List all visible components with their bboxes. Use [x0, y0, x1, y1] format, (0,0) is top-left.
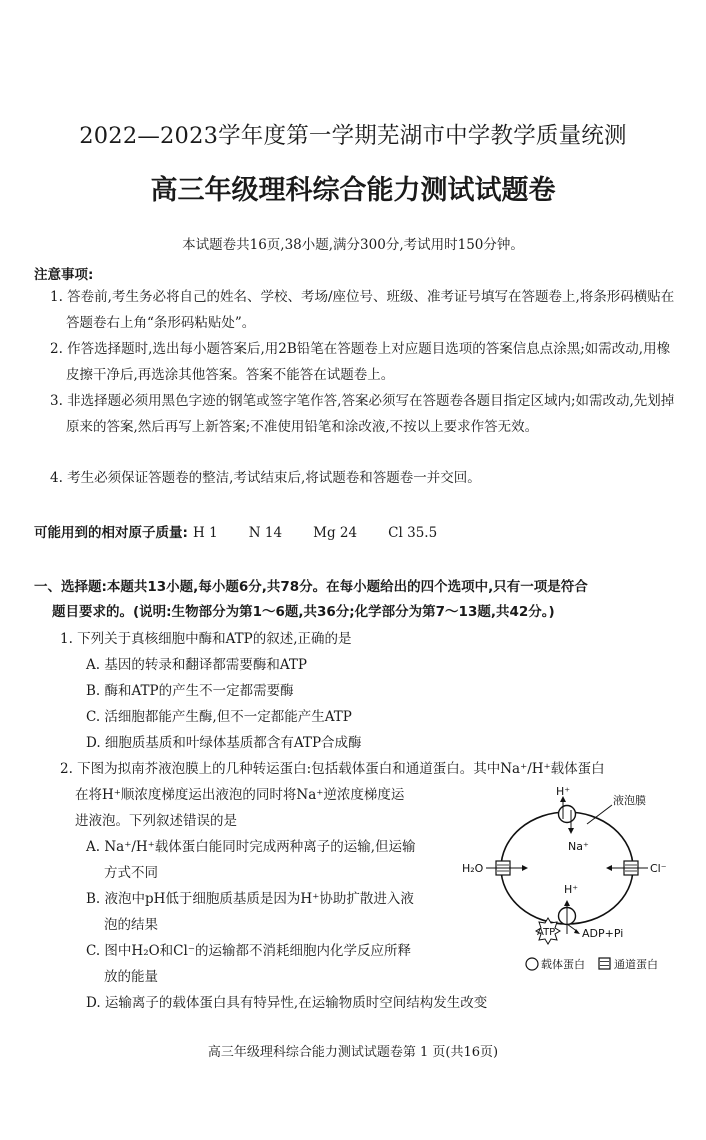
atomic-mass-label: 可能用到的相对原子质量:: [34, 525, 188, 541]
note-item-2: 2. 作答选择题时,选出每小题答案后,用2B铅笔在答题卷上对应题目选项的答案信息点涂黑;如需改动,用橡皮擦干净后,再选涂其他答案。答案不能答在试题卷上。: [50, 341, 671, 383]
exam-title: 2022—2023学年度第一学期芜湖市中学教学质量统测: [79, 123, 627, 149]
carrier-protein-top: [559, 806, 576, 823]
section1-line1: 一、选择题:本题共13小题,每小题6分,共78分。在每小题给出的四个选项中,只有一项是符合: [34, 579, 588, 595]
h-bottom-label: H⁺: [564, 883, 579, 896]
q1-option-b: B. 酶和ATP的产生不一定都需要酶: [86, 683, 294, 699]
note-item-3: 3. 非选择题必须用黑色字迹的钢笔或签字笔作答,答案必须写在答题卷各题目指定区域内;如需改动,先划掉原来的答案,然后再写上新答案;不准使用铅笔和涂改液,不按以上要求作答无效。: [50, 393, 675, 435]
cl-label: Cl⁻: [650, 862, 667, 875]
atp-label: ATP: [537, 927, 556, 938]
exam-intro: 本试题卷共16页,38小题,满分300分,考试用时150分钟。: [182, 237, 524, 253]
note-item-1: 1. 答卷前,考生务必将自己的姓名、学校、考场/座位号、班级、准考证号填写在答题卷上,将条形码横贴在答题卷右上角“条形码粘贴处”。: [50, 289, 675, 331]
q1-stem: 1. 下列关于真核细胞中酶和ATP的叙述,正确的是: [60, 631, 352, 647]
legend-channel-label: 通道蛋白: [614, 958, 658, 971]
q1-option-d: D. 细胞质基质和叶绿体基质都含有ATP合成酶: [86, 735, 362, 751]
q2-option-c-line2: 放的能量: [104, 969, 158, 985]
section1-line2: 题目要求的。(说明:生物部分为第1～6题,共36分;化学部分为第7～13题,共42分。): [52, 604, 555, 620]
adp-label: ADP+Pi: [582, 927, 624, 940]
h-in-arrowhead: [564, 900, 570, 906]
q2-option-a-line2: 方式不同: [104, 865, 158, 881]
q1-option-a: A. 基因的转录和翻译都需要酶和ATP: [86, 657, 307, 673]
legend-carrier-label: 载体蛋白: [541, 958, 585, 971]
atomic-mass-n: N 14: [248, 525, 283, 541]
membrane-pointer-line: [587, 805, 612, 824]
atomic-mass-mg: Mg 24: [313, 525, 358, 541]
q1-option-c: C. 活细胞都能产生酶,但不一定都能产生ATP: [86, 709, 352, 725]
q2-stem-line2: 在将H⁺顺浓度梯度运出液泡的同时将Na⁺逆浓度梯度运: [75, 787, 405, 803]
membrane-label: 液泡膜: [613, 794, 646, 807]
q2-stem-line3: 进液泡。下列叙述错误的是: [75, 813, 237, 829]
h2o-label: H₂O: [462, 862, 484, 875]
vacuole-transport-diagram: [460, 782, 700, 982]
page-footer: 高三年级理科综合能力测试试题卷第 1 页(共16页): [207, 1045, 499, 1060]
q2-stem-line1: 2. 下图为拟南芥液泡膜上的几种转运蛋白:包括载体蛋白和通道蛋白。其中Na⁺/H⁺载体蛋白: [60, 761, 605, 777]
cl-arrowhead: [606, 865, 612, 871]
atomic-mass-line: [34, 521, 437, 541]
atomic-mass-h: H 1: [193, 525, 218, 541]
na-in-arrowhead: [568, 828, 574, 834]
h2o-arrowhead: [522, 865, 528, 871]
note-item-4: 4. 考生必须保证答题卷的整洁,考试结束后,将试题卷和答题卷一并交回。: [50, 470, 481, 486]
q2-option-c-line1: C. 图中H₂O和Cl⁻的运输都不消耗细胞内化学反应所释: [86, 943, 411, 959]
q2-option-a-line1: A. Na⁺/H⁺载体蛋白能同时完成两种离子的运输,但运输: [86, 839, 416, 855]
legend-carrier-icon: [526, 958, 538, 970]
q2-option-b-line2: 泡的结果: [104, 917, 158, 933]
exam-subtitle: 高三年级理科综合能力测试试题卷: [150, 175, 556, 206]
na-label: Na⁺: [568, 840, 589, 853]
q2-option-b-line1: B. 液泡中pH低于细胞质基质是因为H⁺协助扩散进入液: [86, 891, 414, 907]
atomic-mass-cl: Cl 35.5: [388, 525, 438, 541]
q2-option-d: D. 运输离子的载体蛋白具有特异性,在运输物质时空间结构发生改变: [86, 995, 488, 1011]
legend-channel-icon: [599, 958, 610, 969]
h-top-label: H⁺: [556, 785, 571, 798]
notes-heading: 注意事项:: [34, 267, 94, 283]
